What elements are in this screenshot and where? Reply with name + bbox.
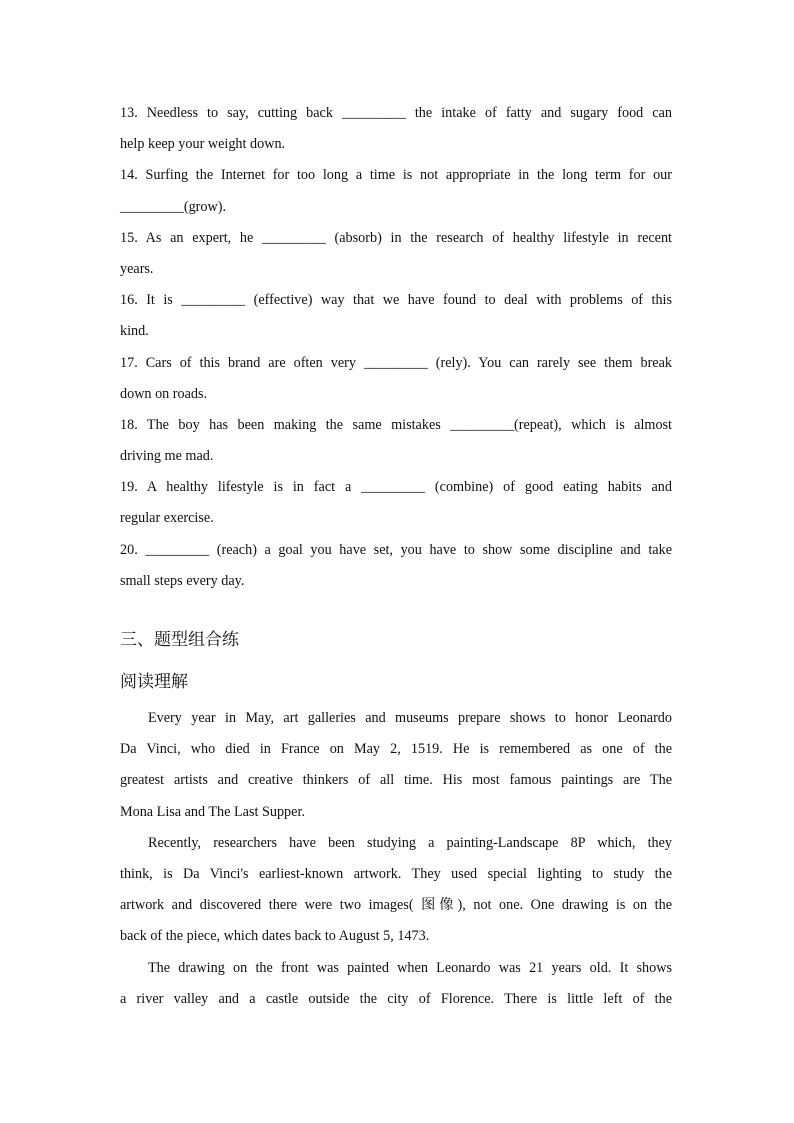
passage-p1-line-3: greatest artists and creative thinkers of all time. His most famous paintings are The [120,772,672,789]
section-spacer [120,597,672,619]
question-15-line-2: years. [120,260,154,277]
question-18-line-1: 18. The boy has been making the same mistakes _________(repeat), which is almost [120,416,672,433]
question-13-line-1: 13. Needless to say, cutting back _________ the intake of fatty and sugary food can [120,105,672,121]
passage-p1-line-1: Every year in May, art galleries and museums prepare shows to honor Leonardo [148,710,672,726]
question-16-line-1: 16. It is _________ (effective) way that we have found to deal with problems of this [120,292,672,309]
passage-p1-line-2: Da Vinci, who died in France on May 2, 1519. He is remembered as one of the [120,741,672,758]
section-subtitle: 阅读理解 [120,672,188,692]
reading-passage [120,703,672,1015]
question-20-line-2: small steps every day. [120,572,245,589]
question-16-line-2: kind. [120,323,149,340]
question-15-line-1: 15. As an expert, he _________ (absorb) in the research of healthy lifestyle in recent [120,229,672,246]
question-14-line-1: 14. Surfing the Internet for too long a time is not appropriate in the long term for our [120,167,672,184]
question-20-line-1: 20. _________ (reach) a goal you have set, you have to show some discipline and take [120,541,672,558]
passage-p1-line-4: Mona Lisa and The Last Supper. [120,803,305,820]
passage-p2-line-3: artwork and discovered there were two images( 图像), not one. One drawing is on the [120,897,672,914]
document-body [120,98,672,1015]
passage-p2-line-4: back of the piece, which dates back to August 5, 1473. [120,928,430,945]
question-19-line-1: 19. A healthy lifestyle is in fact a _________ (combine) of good eating habits and [120,479,672,496]
question-17-line-2: down on roads. [120,385,208,402]
section-title: 三、题型组合练 [120,630,239,650]
question-14-line-2: _________(grow). [120,198,226,215]
question-19-line-2: regular exercise. [120,510,214,527]
question-17-line-1: 17. Cars of this brand are often very _________ (rely). You can rarely see them break [120,354,672,371]
passage-p2-line-2: think, is Da Vinci's earliest-known artwork. They used special lighting to study the [120,865,672,882]
passage-p3-line-2: a river valley and a castle outside the city of Florence. There is little left of the [120,990,672,1007]
passage-p3-line-1: The drawing on the front was painted when Leonardo was 21 years old. It shows [148,959,672,976]
question-13-line-2: help keep your weight down. [120,136,286,153]
passage-p2-line-1: Recently, researchers have been studying a painting-Landscape 8P which, they [148,834,672,851]
question-18-line-2: driving me mad. [120,448,214,465]
